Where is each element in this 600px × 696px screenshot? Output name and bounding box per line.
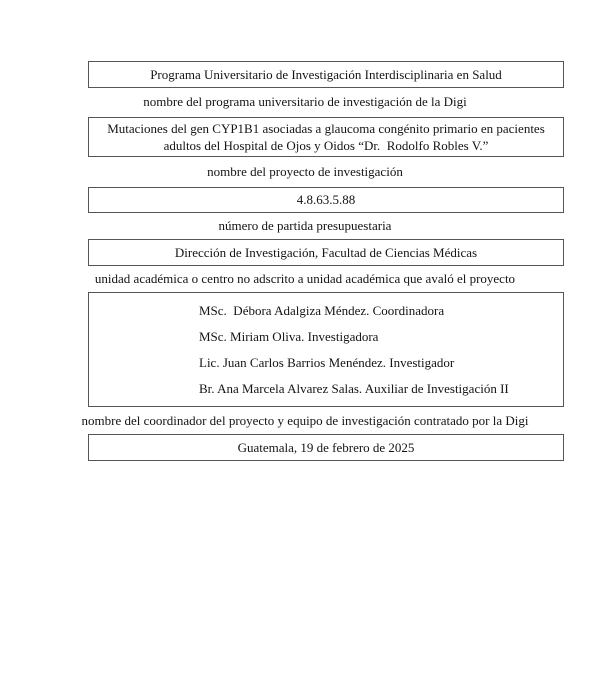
project-title-value: Mutaciones del gen CYP1B1 asociadas a glaucoma congénito primario en pacientes adultos del Hospital de Ojos y Oidos “Dr. Rodolfo Robles V.” — [107, 121, 549, 153]
budget-number-caption: número de partida presupuestaria — [218, 218, 392, 233]
program-name-value: Programa Universitario de Investigación Interdisciplinaria en Salud — [150, 67, 502, 82]
place-date-value: Guatemala, 19 de febrero de 2025 — [237, 440, 415, 455]
team-member-coordinator: MSc. Débora Adalgiza Méndez. Coordinadora — [199, 303, 445, 318]
team-member-investigator-2: Lic. Juan Carlos Barrios Menéndez. Investigador — [199, 355, 455, 370]
academic-unit-caption: unidad académica o centro no adscrito a unidad académica que avaló el proyecto — [94, 271, 516, 286]
program-name-caption: nombre del programa universitario de investigación de la Digi — [143, 94, 467, 109]
budget-number-value: 4.8.63.5.88 — [296, 192, 356, 207]
budget-number-box — [88, 187, 564, 213]
team-box — [88, 292, 564, 407]
program-name-box — [88, 61, 564, 88]
document-page — [46, 61, 564, 461]
place-date-box — [88, 434, 564, 461]
team-member-assistant: Br. Ana Marcela Alvarez Salas. Auxiliar de Investigación II — [199, 381, 509, 396]
academic-unit-box — [88, 239, 564, 266]
project-title-box — [88, 117, 564, 157]
academic-unit-value: Dirección de Investigación, Facultad de Ciencias Médicas — [174, 245, 478, 260]
team-member-investigator-1: MSc. Miriam Oliva. Investigadora — [199, 329, 379, 344]
project-title-caption: nombre del proyecto de investigación — [207, 164, 403, 179]
team-caption: nombre del coordinador del proyecto y equipo de investigación contratado por la Digi — [81, 413, 529, 428]
